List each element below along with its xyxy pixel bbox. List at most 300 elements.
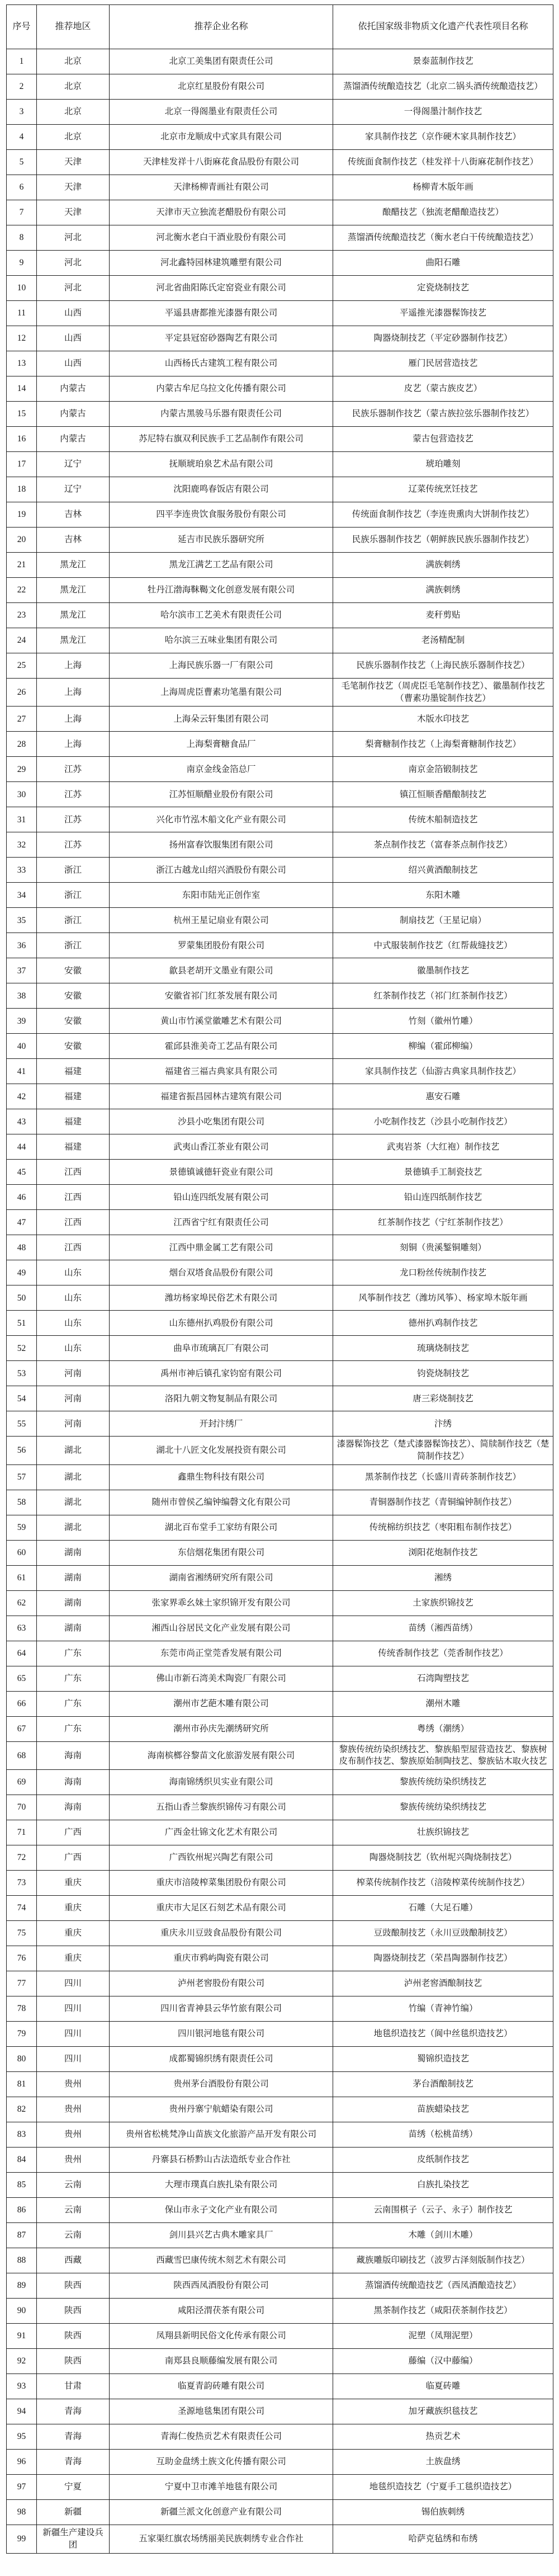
header-cell-company: 推荐企业名称 bbox=[110, 5, 333, 49]
table-row bbox=[7, 883, 553, 908]
cell-no: 68 bbox=[7, 1741, 37, 1769]
cell-no: 28 bbox=[7, 732, 37, 757]
cell-region: 安徽 bbox=[37, 1009, 110, 1034]
cell-no: 89 bbox=[7, 2273, 37, 2299]
table-row bbox=[7, 1946, 553, 1971]
cell-project: 铅山连四纸制作技艺 bbox=[333, 1185, 553, 1210]
cell-no: 85 bbox=[7, 2173, 37, 2198]
cell-project: 黎族传统纺染织绣技艺、黎族船型屋营造技艺、黎族树皮布制作技艺、黎族原始制陶技艺、黎族钻木取火技艺 bbox=[333, 1741, 553, 1769]
cell-company: 河北省曲阳陈氏定窑瓷业有限公司 bbox=[110, 276, 333, 301]
cell-project: 中式服装制作技艺（红帮裁缝技艺） bbox=[333, 933, 553, 958]
cell-region: 海南 bbox=[37, 1795, 110, 1820]
cell-region: 安徽 bbox=[37, 983, 110, 1009]
cell-region: 广东 bbox=[37, 1641, 110, 1666]
cell-company: 杭州王星记扇业有限公司 bbox=[110, 908, 333, 933]
cell-project: 东阳木雕 bbox=[333, 883, 553, 908]
cell-project: 豆豉酿制技艺（永川豆豉酿制技艺） bbox=[333, 1921, 553, 1946]
cell-no: 12 bbox=[7, 326, 37, 351]
table-row bbox=[7, 2097, 553, 2122]
cell-company: 北京市龙顺成中式家具有限公司 bbox=[110, 125, 333, 150]
cell-company: 福建省振昌园林古建筑有限公司 bbox=[110, 1084, 333, 1109]
cell-region: 浙江 bbox=[37, 858, 110, 883]
cell-no: 40 bbox=[7, 1034, 37, 1059]
table-row bbox=[7, 908, 553, 933]
table-row bbox=[7, 933, 553, 958]
table-row bbox=[7, 1896, 553, 1921]
cell-company: 浙江古越龙山绍兴酒股份有限公司 bbox=[110, 858, 333, 883]
cell-region: 河南 bbox=[37, 1361, 110, 1386]
cell-no: 56 bbox=[7, 1437, 37, 1464]
cell-project: 绍兴黄酒酿制技艺 bbox=[333, 858, 553, 883]
cell-region: 青海 bbox=[37, 2424, 110, 2450]
cell-company: 丹寨县石桥黔山古法造纸专业合作社 bbox=[110, 2148, 333, 2173]
table-row bbox=[7, 958, 553, 983]
table-row bbox=[7, 2500, 553, 2525]
cell-project: 钧瓷烧制技艺 bbox=[333, 1361, 553, 1386]
cell-company: 凤翔县新明民俗文化传承有限公司 bbox=[110, 2324, 333, 2349]
cell-project: 泸州老窖酒酿制技艺 bbox=[333, 1971, 553, 1996]
table-row bbox=[7, 2399, 553, 2424]
cell-region: 湖南 bbox=[37, 1616, 110, 1641]
table-row bbox=[7, 1716, 553, 1741]
table-row bbox=[7, 2349, 553, 2374]
cell-project: 蒸馏酒传统酿造技艺（衡水老白干传统酿造技艺） bbox=[333, 225, 553, 251]
table-row bbox=[7, 301, 553, 326]
cell-no: 53 bbox=[7, 1361, 37, 1386]
cell-project: 加牙藏族织毯技艺 bbox=[333, 2399, 553, 2424]
cell-company: 福建省三福古典家具有限公司 bbox=[110, 1059, 333, 1084]
cell-region: 山东 bbox=[37, 1336, 110, 1361]
table-row bbox=[7, 427, 553, 452]
cell-no: 50 bbox=[7, 1285, 37, 1311]
table-row bbox=[7, 326, 553, 351]
cell-region: 黑龙江 bbox=[37, 578, 110, 603]
cell-company: 贵州省松桃梵净山苗族文化旅游产品开发有限公司 bbox=[110, 2122, 333, 2148]
cell-region: 江苏 bbox=[37, 832, 110, 858]
cell-project: 惠安石雕 bbox=[333, 1084, 553, 1109]
cell-no: 8 bbox=[7, 225, 37, 251]
cell-no: 43 bbox=[7, 1109, 37, 1134]
cell-region: 山东 bbox=[37, 1285, 110, 1311]
cell-company: 重庆永川豆豉食品股份有限公司 bbox=[110, 1921, 333, 1946]
cell-company: 四川银河地毯有限公司 bbox=[110, 2022, 333, 2047]
cell-project: 小吃制作技艺（沙县小吃制作技艺） bbox=[333, 1109, 553, 1134]
cell-company: 哈尔滨市工艺美术有限责任公司 bbox=[110, 603, 333, 628]
cell-region: 广东 bbox=[37, 1666, 110, 1691]
cell-no: 13 bbox=[7, 351, 37, 376]
cell-no: 36 bbox=[7, 933, 37, 958]
table-row bbox=[7, 1464, 553, 1490]
cell-project: 汴绣 bbox=[333, 1411, 553, 1437]
table-row bbox=[7, 1311, 553, 1336]
cell-company: 东信烟花集团有限公司 bbox=[110, 1540, 333, 1565]
cell-region: 辽宁 bbox=[37, 452, 110, 477]
table-row bbox=[7, 603, 553, 628]
cell-company: 天津杨柳青画社有限公司 bbox=[110, 175, 333, 200]
cell-company: 安徽省祁门红茶发展有限公司 bbox=[110, 983, 333, 1009]
table-row bbox=[7, 2022, 553, 2047]
table-row bbox=[7, 1490, 553, 1515]
cell-no: 87 bbox=[7, 2223, 37, 2248]
table-row bbox=[7, 1515, 553, 1540]
cell-project: 唐三彩烧制技艺 bbox=[333, 1386, 553, 1411]
table-row bbox=[7, 1260, 553, 1285]
cell-company: 随州市曾侯乙编钟编磬文化有限公司 bbox=[110, 1490, 333, 1515]
table-row bbox=[7, 2047, 553, 2072]
cell-region: 云南 bbox=[37, 2198, 110, 2223]
cell-no: 23 bbox=[7, 603, 37, 628]
cell-project: 制扇技艺（王星记扇） bbox=[333, 908, 553, 933]
cell-region: 重庆 bbox=[37, 1946, 110, 1971]
cell-no: 78 bbox=[7, 1996, 37, 2022]
table-body bbox=[7, 49, 553, 2554]
cell-project: 竹刻（徽州竹雕） bbox=[333, 1009, 553, 1034]
cell-region: 四川 bbox=[37, 2022, 110, 2047]
cell-company: 潍坊杨家埠民俗艺术有限公司 bbox=[110, 1285, 333, 1311]
cell-company: 广西金壮锦文化艺术有限公司 bbox=[110, 1820, 333, 1845]
table-row bbox=[7, 628, 553, 653]
cell-region: 山东 bbox=[37, 1260, 110, 1285]
cell-no: 37 bbox=[7, 958, 37, 983]
cell-region: 吉林 bbox=[37, 502, 110, 528]
cell-no: 27 bbox=[7, 707, 37, 732]
cell-region: 广东 bbox=[37, 1716, 110, 1741]
cell-no: 63 bbox=[7, 1616, 37, 1641]
cell-project: 皮艺（蒙古族皮艺） bbox=[333, 376, 553, 402]
cell-no: 7 bbox=[7, 200, 37, 225]
cell-company: 湘西山谷居民文化产业发展有限公司 bbox=[110, 1616, 333, 1641]
cell-no: 58 bbox=[7, 1490, 37, 1515]
cell-company: 新疆兰派文化创意产业有限公司 bbox=[110, 2500, 333, 2525]
cell-region: 陕西 bbox=[37, 2273, 110, 2299]
cell-no: 83 bbox=[7, 2122, 37, 2148]
cell-no: 98 bbox=[7, 2500, 37, 2525]
cell-company: 沙县小吃集团有限公司 bbox=[110, 1109, 333, 1134]
cell-company: 湖北十八匠文化发展投资有限公司 bbox=[110, 1437, 333, 1464]
cell-region: 青海 bbox=[37, 2450, 110, 2475]
cell-no: 25 bbox=[7, 653, 37, 679]
cell-no: 20 bbox=[7, 528, 37, 553]
cell-no: 3 bbox=[7, 100, 37, 125]
cell-region: 广西 bbox=[37, 1845, 110, 1871]
cell-project: 苗绣（湘西苗绣） bbox=[333, 1616, 553, 1641]
cell-region: 贵州 bbox=[37, 2148, 110, 2173]
cell-region: 天津 bbox=[37, 200, 110, 225]
cell-company: 霍邱县淮美奇工艺品有限公司 bbox=[110, 1034, 333, 1059]
cell-region: 北京 bbox=[37, 100, 110, 125]
cell-project: 潮州木雕 bbox=[333, 1691, 553, 1716]
cell-company: 武夷山香江茶业有限公司 bbox=[110, 1134, 333, 1160]
cell-company: 贵州茅台酒股份有限公司 bbox=[110, 2072, 333, 2097]
cell-company: 黄山市竹溪堂徽雕艺术有限公司 bbox=[110, 1009, 333, 1034]
cell-project: 地毯织造技艺（阆中丝毯织造技艺） bbox=[333, 2022, 553, 2047]
cell-no: 71 bbox=[7, 1820, 37, 1845]
cell-region: 广西 bbox=[37, 1820, 110, 1845]
cell-region: 四川 bbox=[37, 2047, 110, 2072]
cell-no: 74 bbox=[7, 1896, 37, 1921]
cell-company: 兴化市竹泓木船文化产业有限公司 bbox=[110, 807, 333, 832]
cell-no: 69 bbox=[7, 1770, 37, 1795]
cell-company: 四平李连贵饮食服务股份有限公司 bbox=[110, 502, 333, 528]
table-row bbox=[7, 175, 553, 200]
table-row bbox=[7, 1540, 553, 1565]
cell-project: 传统香制作技艺（莞香制作技艺） bbox=[333, 1641, 553, 1666]
cell-project: 琉璃烧制技艺 bbox=[333, 1336, 553, 1361]
table-row bbox=[7, 49, 553, 74]
cell-no: 81 bbox=[7, 2072, 37, 2097]
cell-no: 88 bbox=[7, 2248, 37, 2273]
cell-company: 成都蜀锦织绣有限责任公司 bbox=[110, 2047, 333, 2072]
cell-no: 26 bbox=[7, 679, 37, 707]
cell-region: 河南 bbox=[37, 1411, 110, 1437]
cell-project: 镇江恒顺香醋酿制技艺 bbox=[333, 782, 553, 807]
table-row bbox=[7, 1921, 553, 1946]
cell-no: 38 bbox=[7, 983, 37, 1009]
cell-company: 重庆市大足区石刻艺术品有限公司 bbox=[110, 1896, 333, 1921]
cell-region: 云南 bbox=[37, 2223, 110, 2248]
cell-region: 重庆 bbox=[37, 1896, 110, 1921]
cell-company: 北京工美集团有限责任公司 bbox=[110, 49, 333, 74]
cell-region: 海南 bbox=[37, 1770, 110, 1795]
cell-no: 48 bbox=[7, 1235, 37, 1260]
cell-company: 歙县老胡开文墨业有限公司 bbox=[110, 958, 333, 983]
cell-region: 安徽 bbox=[37, 958, 110, 983]
cell-project: 传统面食制作技艺（李连贵熏肉大饼制作技艺） bbox=[333, 502, 553, 528]
cell-no: 84 bbox=[7, 2148, 37, 2173]
cell-region: 北京 bbox=[37, 74, 110, 100]
table-row bbox=[7, 2424, 553, 2450]
table-row bbox=[7, 1795, 553, 1820]
cell-project: 定瓷烧制技艺 bbox=[333, 276, 553, 301]
table-row bbox=[7, 452, 553, 477]
cell-no: 64 bbox=[7, 1641, 37, 1666]
table-row bbox=[7, 1845, 553, 1871]
cell-project: 风筝制作技艺（潍坊风筝）、杨家埠木版年画 bbox=[333, 1285, 553, 1311]
cell-region: 黑龙江 bbox=[37, 553, 110, 578]
cell-no: 66 bbox=[7, 1691, 37, 1716]
table-row bbox=[7, 1160, 553, 1185]
cell-no: 5 bbox=[7, 150, 37, 175]
cell-region: 江西 bbox=[37, 1160, 110, 1185]
cell-project: 梨膏糖制作技艺（上海梨膏糖制作技艺） bbox=[333, 732, 553, 757]
table-row bbox=[7, 553, 553, 578]
cell-project: 曲阳石雕 bbox=[333, 251, 553, 276]
cell-project: 木版水印技艺 bbox=[333, 707, 553, 732]
table-row bbox=[7, 125, 553, 150]
cell-company: 黑龙江满艺工艺品有限公司 bbox=[110, 553, 333, 578]
cell-no: 15 bbox=[7, 402, 37, 427]
cell-no: 61 bbox=[7, 1565, 37, 1590]
cell-no: 19 bbox=[7, 502, 37, 528]
cell-company: 景德镇诚德轩瓷业有限公司 bbox=[110, 1160, 333, 1185]
cell-region: 浙江 bbox=[37, 908, 110, 933]
cell-company: 扬州富春饮服集团有限公司 bbox=[110, 832, 333, 858]
cell-no: 6 bbox=[7, 175, 37, 200]
cell-project: 传统木船制造技艺 bbox=[333, 807, 553, 832]
cell-no: 60 bbox=[7, 1540, 37, 1565]
cell-company: 潮州市孙庆先潮绣研究所 bbox=[110, 1716, 333, 1741]
cell-region: 山西 bbox=[37, 351, 110, 376]
table-row bbox=[7, 782, 553, 807]
cell-project: 陶器烧制技艺（平定砂器制作技艺） bbox=[333, 326, 553, 351]
cell-company: 咸阳泾渭茯茶有限公司 bbox=[110, 2299, 333, 2324]
cell-no: 76 bbox=[7, 1946, 37, 1971]
cell-region: 天津 bbox=[37, 175, 110, 200]
cell-company: 东莞市尚正堂莞香发展有限公司 bbox=[110, 1641, 333, 1666]
table-row bbox=[7, 1666, 553, 1691]
cell-company: 东阳市陆光正创作室 bbox=[110, 883, 333, 908]
cell-project: 红茶制作技艺（宁红茶制作技艺） bbox=[333, 1210, 553, 1235]
cell-no: 35 bbox=[7, 908, 37, 933]
header-cell-no: 序号 bbox=[7, 5, 37, 49]
cell-region: 湖北 bbox=[37, 1490, 110, 1515]
cell-company: 上海朵云轩集团有限公司 bbox=[110, 707, 333, 732]
cell-company: 南郑县良顺藤编发展有限公司 bbox=[110, 2349, 333, 2374]
cell-region: 湖北 bbox=[37, 1464, 110, 1490]
cell-no: 22 bbox=[7, 578, 37, 603]
cell-company: 北京红星股份有限公司 bbox=[110, 74, 333, 100]
cell-region: 河南 bbox=[37, 1386, 110, 1411]
cell-project: 茶点制作技艺（富春茶点制作技艺） bbox=[333, 832, 553, 858]
cell-region: 湖南 bbox=[37, 1540, 110, 1565]
cell-region: 福建 bbox=[37, 1109, 110, 1134]
cell-company: 沈阳鹿鸣春饭店有限公司 bbox=[110, 477, 333, 502]
cell-company: 苏尼特右旗双利民族手工艺品制作有限公司 bbox=[110, 427, 333, 452]
cell-region: 福建 bbox=[37, 1059, 110, 1084]
table-row bbox=[7, 2475, 553, 2500]
cell-no: 51 bbox=[7, 1311, 37, 1336]
cell-no: 93 bbox=[7, 2374, 37, 2399]
table-row bbox=[7, 276, 553, 301]
cell-region: 江苏 bbox=[37, 807, 110, 832]
cell-company: 天津市天立独流老醋股份有限公司 bbox=[110, 200, 333, 225]
cell-region: 安徽 bbox=[37, 1034, 110, 1059]
cell-project: 热贡艺术 bbox=[333, 2424, 553, 2450]
cell-project: 黎族传统纺染织绣技艺 bbox=[333, 1795, 553, 1820]
cell-no: 92 bbox=[7, 2349, 37, 2374]
cell-project: 壮族织锦技艺 bbox=[333, 1820, 553, 1845]
cell-no: 29 bbox=[7, 757, 37, 782]
cell-project: 漆器髹饰技艺（楚式漆器髹饰技艺）、简牍制作技艺（楚简制作技艺） bbox=[333, 1437, 553, 1464]
table-row bbox=[7, 2299, 553, 2324]
cell-company: 临夏青韵砖雕有限公司 bbox=[110, 2374, 333, 2399]
table-row bbox=[7, 225, 553, 251]
cell-project: 雁门民居营造技艺 bbox=[333, 351, 553, 376]
cell-company: 江西省宁红有限责任公司 bbox=[110, 1210, 333, 1235]
cell-company: 贵州丹寨宁航蜡染有限公司 bbox=[110, 2097, 333, 2122]
cell-company: 曲阜市琉璃瓦厂有限公司 bbox=[110, 1336, 333, 1361]
cell-project: 土家族织锦技艺 bbox=[333, 1590, 553, 1616]
cell-project: 传统面食制作技艺（桂发祥十八街麻花制作技艺） bbox=[333, 150, 553, 175]
cell-project: 龙口粉丝传统制作技艺 bbox=[333, 1260, 553, 1285]
cell-company: 重庆市涪陵榨菜集团股份有限公司 bbox=[110, 1871, 333, 1896]
cell-project: 蒸馏酒传统酿造技艺（北京二锅头酒传统酿造技艺） bbox=[333, 74, 553, 100]
cell-project: 泥塑（凤翔泥塑） bbox=[333, 2324, 553, 2349]
cell-company: 陕西西凤酒股份有限公司 bbox=[110, 2273, 333, 2299]
cell-no: 65 bbox=[7, 1666, 37, 1691]
cell-company: 北京一得阁墨业有限责任公司 bbox=[110, 100, 333, 125]
cell-region: 江苏 bbox=[37, 782, 110, 807]
cell-company: 青海仁俊热贡艺术有限责任公司 bbox=[110, 2424, 333, 2450]
table-row bbox=[7, 2173, 553, 2198]
cell-no: 73 bbox=[7, 1871, 37, 1896]
cell-project: 民族乐器制作技艺（朝鲜族民族乐器制作技艺） bbox=[333, 528, 553, 553]
cell-project: 陶器烧制技艺（钦州坭兴陶烧制技艺） bbox=[333, 1845, 553, 1871]
cell-company: 南京金线金箔总厂 bbox=[110, 757, 333, 782]
table-row bbox=[7, 858, 553, 883]
cell-company: 上海梨膏糖食品厂 bbox=[110, 732, 333, 757]
cell-project: 土族盘绣 bbox=[333, 2450, 553, 2475]
table-row bbox=[7, 732, 553, 757]
cell-region: 内蒙古 bbox=[37, 402, 110, 427]
cell-company: 内蒙古牟尼乌拉文化传播有限公司 bbox=[110, 376, 333, 402]
cell-project: 南京金箔锻制技艺 bbox=[333, 757, 553, 782]
cell-project: 武夷岩茶（大红袍）制作技艺 bbox=[333, 1134, 553, 1160]
cell-region: 上海 bbox=[37, 732, 110, 757]
cell-no: 91 bbox=[7, 2324, 37, 2349]
table-row bbox=[7, 1210, 553, 1235]
cell-region: 北京 bbox=[37, 49, 110, 74]
cell-no: 30 bbox=[7, 782, 37, 807]
table-row bbox=[7, 1109, 553, 1134]
cell-no: 31 bbox=[7, 807, 37, 832]
cell-company: 上海民族乐器一厂有限公司 bbox=[110, 653, 333, 679]
cell-region: 上海 bbox=[37, 653, 110, 679]
cell-no: 9 bbox=[7, 251, 37, 276]
cell-company: 平遥县唐都推光漆器有限公司 bbox=[110, 301, 333, 326]
cell-region: 山西 bbox=[37, 301, 110, 326]
cell-region: 湖北 bbox=[37, 1515, 110, 1540]
cell-no: 70 bbox=[7, 1795, 37, 1820]
cell-project: 藏族雕版印刷技艺（波罗古泽刻版制作技艺） bbox=[333, 2248, 553, 2273]
table-row bbox=[7, 1411, 553, 1437]
cell-region: 广东 bbox=[37, 1691, 110, 1716]
cell-no: 62 bbox=[7, 1590, 37, 1616]
table-row bbox=[7, 983, 553, 1009]
cell-no: 72 bbox=[7, 1845, 37, 1871]
cell-region: 浙江 bbox=[37, 933, 110, 958]
cell-no: 97 bbox=[7, 2475, 37, 2500]
cell-company: 江西中鼎金属工艺有限公司 bbox=[110, 1235, 333, 1260]
table-row bbox=[7, 757, 553, 782]
cell-region: 山东 bbox=[37, 1311, 110, 1336]
cell-project: 蜀锦织造技艺 bbox=[333, 2047, 553, 2072]
cell-project: 蒸馏酒传统酿造技艺（西凤酒酿造技艺） bbox=[333, 2273, 553, 2299]
cell-no: 41 bbox=[7, 1059, 37, 1084]
cell-region: 贵州 bbox=[37, 2122, 110, 2148]
table-row bbox=[7, 807, 553, 832]
cell-project: 锡伯族刺绣 bbox=[333, 2500, 553, 2525]
cell-region: 内蒙古 bbox=[37, 376, 110, 402]
table-row bbox=[7, 1590, 553, 1616]
cell-company: 河北衡水老白干酒业股份有限公司 bbox=[110, 225, 333, 251]
table-row bbox=[7, 2148, 553, 2173]
cell-region: 新疆 bbox=[37, 2500, 110, 2525]
cell-project: 蒙古包营造技艺 bbox=[333, 427, 553, 452]
cell-project: 杨柳青木版年画 bbox=[333, 175, 553, 200]
cell-project: 家具制作技艺（仙游古典家具制作技艺） bbox=[333, 1059, 553, 1084]
cell-region: 吉林 bbox=[37, 528, 110, 553]
cell-region: 河北 bbox=[37, 251, 110, 276]
table-row bbox=[7, 2525, 553, 2553]
table-row bbox=[7, 477, 553, 502]
cell-no: 79 bbox=[7, 2022, 37, 2047]
cell-region: 四川 bbox=[37, 1996, 110, 2022]
cell-project: 毛笔制作技艺（周虎臣毛笔制作技艺）、徽墨制作技艺（曹素功墨锭制作技艺） bbox=[333, 679, 553, 707]
table-row bbox=[7, 1691, 553, 1716]
table-row bbox=[7, 2198, 553, 2223]
cell-company: 张家界乖幺妹土家织锦开发有限公司 bbox=[110, 1590, 333, 1616]
